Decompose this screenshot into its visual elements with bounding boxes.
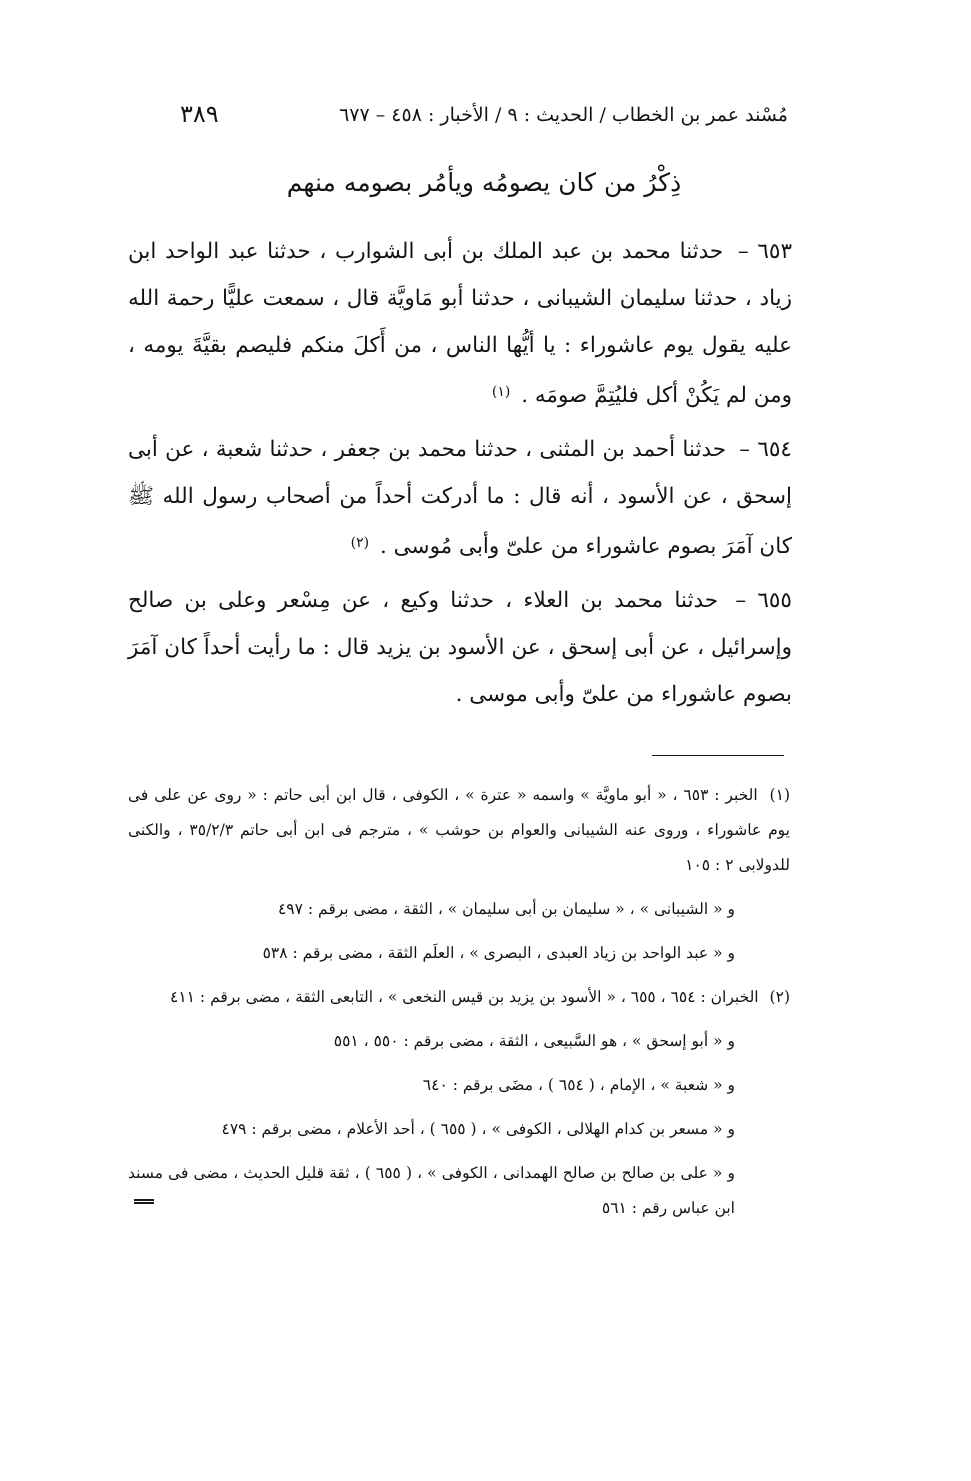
footnote-number: (١) — [769, 786, 790, 804]
section-heading: ذِكْرُ من كان يصومُه ويأمُر بصومه منهم — [286, 168, 682, 197]
hadith-text: حدثنا أحمد بن المثنى ، حدثنا محمد بن جعفر ، حدثنا شعبة ، عن أبى إسحق ، عن الأسود ، أنه قال : ما أدركت أحداً من أصحاب رسول الله ﷺ كان آمَرَ بصوم عاشوراء من علىّ وأبى مُوسى . — [128, 437, 792, 559]
footnote-text: الخبران : ٦٥٤ ، ٦٥٥ ، « الأسود بن يزيد بن قيس النخعى » ، التابعى الثقة ، مضى برقم : ٤١١ — [170, 988, 759, 1006]
footnote-text: و « عبد الواحد بن زياد العبدى ، البصرى » ، العلَم الثقة ، مضى برقم : ٥٣٨ — [262, 944, 735, 962]
footnote-text: و « أبو إسحق » ، هو السَّبيعى ، الثقة ، مضى برقم : ٥٥٠ ، ٥٥١ — [333, 1032, 735, 1050]
footnote-text: و « على بن صالح بن صالح الهمدانى ، الكوفى » ، ( ٦٥٥ ) ، ثقة قليل الحديث ، مضى فى مسند ابن عباس رقم : ٥٦١ — [128, 1164, 735, 1217]
footnote-number: (٢) — [769, 988, 790, 1006]
hadith-text: حدثنا محمد بن العلاء ، حدثنا وكيع ، عن مِسْعر وعلى بن صالح وإسرائيل ، عن أبى إسحق ، عن الأسود بن يزيد قال : ما رأيت أحداً كان آمَرَ بصوم عاشوراء من علىّ وأبى موسى . — [128, 588, 792, 707]
footnote-line — [128, 1024, 790, 1059]
hadith-text: حدثنا محمد بن عبد الملك بن أبى الشوارب ، حدثنا عبد الواحد ابن زياد ، حدثنا سليمان الشيبانى ، حدثنا أبو مَاويَّة قال ، سمعت عليًّا رحمة الله عليه يقول يوم عاشوراء : يا أيُّها الناس ، من أَكلَ منكم فليصم بقيَّةَ يومه ، ومن لم يَكُنْ أكل فليُتِمَّ صومَه . — [128, 239, 792, 408]
footnote-reference: (٢) — [350, 535, 370, 551]
footnote-line — [128, 1068, 790, 1103]
footnote-text: الخبر : ٦٥٣ ، « أبو ماويَّة » واسمه « عترة » ، الكوفى ، قال ابن أبى حاتم : « روى عن على فى يوم عاشوراء ، وروى عنه الشيبانى والعوام بن حوشب » ، مترجم فى ابن أبى حاتم ٣٥/٢/٣ ، والكنى للدولابى ٢ : ١٠٥ — [128, 786, 790, 874]
hadith-paragraph — [128, 577, 792, 718]
page-header — [180, 100, 788, 136]
hadith-number: ٦٥٣ – — [737, 239, 792, 264]
hadith-number: ٦٥٥ – — [735, 588, 792, 613]
continuation-mark — [134, 1199, 154, 1204]
hadith-paragraph — [128, 228, 792, 419]
footnote-text: و « شعبة » ، الإمام ، ( ٦٥٤ ) ، مضَى برقم : ٦٤٠ — [422, 1076, 735, 1094]
footnote — [128, 778, 790, 883]
hadith-number: ٦٥٤ – — [739, 437, 792, 462]
footnote-line — [128, 892, 790, 927]
footnote-line — [128, 1112, 790, 1147]
footnote-line — [128, 936, 790, 971]
hadith-paragraph — [128, 426, 792, 570]
footnote-text: و « الشيبانى » ، « سليمان بن أبى سليمان » ، الثقة ، مضى برقم : ٤٩٧ — [277, 900, 735, 918]
footnote-text: و « مسعر بن كدام الهلالى ، الكوفى » ، ( ٦٥٥ ) ، أحد الأعلام ، مضى برقم : ٤٧٩ — [221, 1120, 735, 1138]
page-number: ٣٨٩ — [180, 100, 219, 128]
footnote-line — [128, 1156, 790, 1226]
footnotes — [128, 778, 790, 1235]
footnote-reference: (١) — [491, 384, 511, 400]
footnote — [128, 980, 790, 1015]
footnote-separator — [652, 755, 784, 756]
running-title: مُسْند عمر بن الخطاب / الحديث : ٩ / الأخبار : ٤٥٨ – ٦٧٧ — [339, 104, 788, 126]
main-text — [128, 228, 792, 725]
